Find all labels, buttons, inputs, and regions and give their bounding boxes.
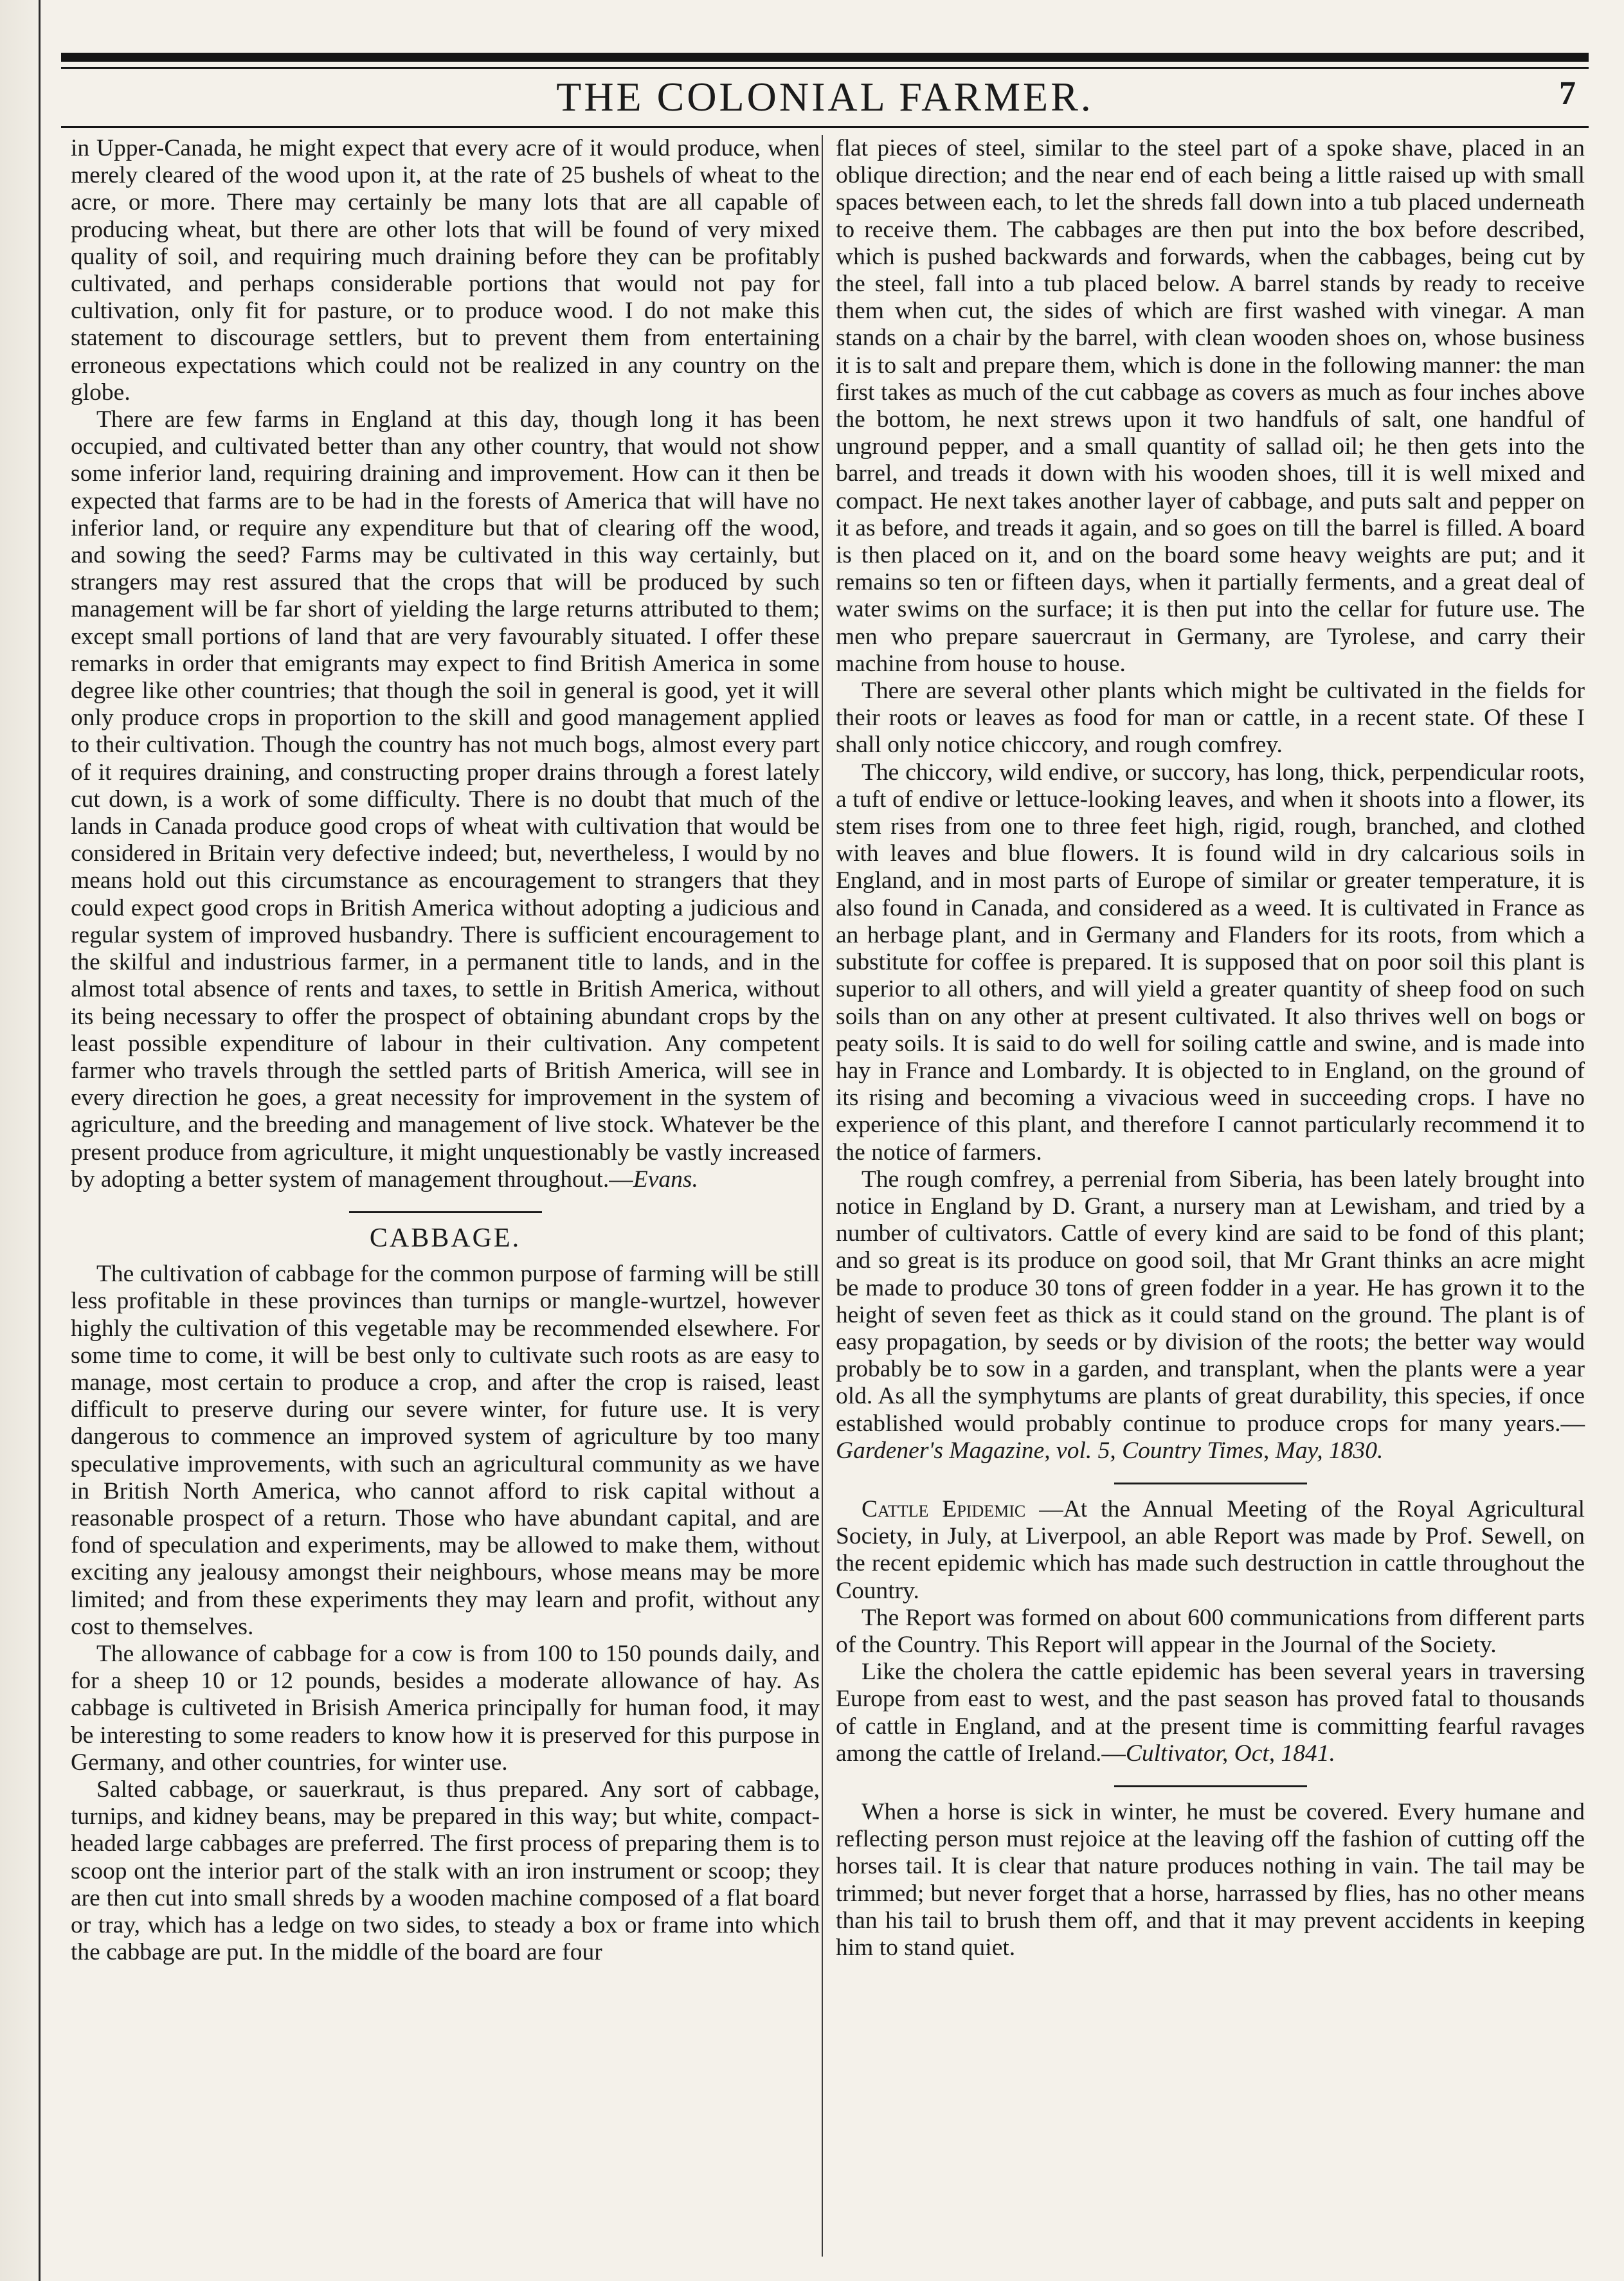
column-separator: [822, 135, 823, 2257]
paragraph-text: The rough comfrey, a perrenial from Siberia, has been lately brought into notice in England by D. Grant, a nursery man at Lewisham, and tried by a number of cultivators. Cattle of every kind are said to be fond of this plant; and so great is its produce on good soil, that Mr Grant thinks an acre might be made to produce 30 tons of green fodder in a year. He has grown it to the height of seven feet as thick as it could stand on the ground. The plant is of easy propagation, by seeds or by division of the roots; the better way would probably be to sow in a garden, and transplant, when the plants were a year old. As all the symphytums are plants of great durability, this species, if once established would probably continue to produce crops for many years.—: [836, 1166, 1585, 1437]
paragraph: The allowance of cabbage for a cow is from 100 to 150 pounds daily, and for a sheep 10 or 12 pounds, besides a moderate allowance of hay. As cabbage is cultiveted in Brisish America principally for human food, it may be interesting to some readers to know how it is preserved for this purpose in Germany, and other countries, for winter use.: [71, 1640, 820, 1776]
section-divider: [1114, 1483, 1307, 1484]
paragraph-text: There are few farms in England at this day, though long it has been occupied, and cultivated better than any other country, that would not show some inferior land, requiring draining and improvement. How can it then be expected that farms are to be had in the forests of America that will have no inferior land, or require any expenditure but that of clearing off the wood, and sowing the seed? Farms may be cultivated in this way certainly, but strangers may rest assured that the crops that will be produced by such management will be far short of yielding the large returns attributed to them; except small portions of land that are very favourably situated. I offer these remarks in order that emigrants may expect to find British America in some degree like other countries; that though the soil in general is good, yet it will only produce crops in proportion to the skill and good management applied to their cultivation. Though the country has not much bogs, almost every part of it requires draining, and constructing proper drains through a forest lately cut down, is a work of some difficulty. There is no doubt that much of the lands in Canada produce good crops of wheat with cultivation that would be considered in Britain very defective indeed; but, nevertheless, I would by no means hold out this circumstance as encouragement to strangers that they could expect good crops in British America without adopting a judicious and regular system of improved husbandry. There is sufficient encouragement to the skilful and industrious farmer, in a permanent title to lands, and in the almost total absence of rents and taxes, to settle in British America, without its being necessary to offer the prospect of obtaining abundant crops by the least possible expenditure of labour in their cultivation. Any competent farmer who travels through the settled parts of British America, will see in every direction he goes, a great necessity for improvement in the system of agriculture, and the breeding and management of live stock. Whatever be the present produce from agriculture, it might unquestionably be vastly increased by adopting a better system of management throughout.—: [71, 406, 820, 1193]
left-column: [71, 135, 820, 2269]
paragraph: The Report was formed on about 600 communications from different parts of the Country. This Report will appear in the Journal of the Society.: [836, 1604, 1585, 1658]
right-column: [836, 135, 1585, 2269]
masthead-thick-rule: [61, 53, 1589, 62]
paragraph: The cultivation of cabbage for the common purpose of farming will be still less profitable in these provinces than turnips or mangle-wurtzel, however highly the cultivation of this vegetable may be recommended elsewhere. For some time to come, it will be best only to cultivate such roots as are easy to manage, most certain to produce a crop, and after the crop is raised, least difficult to preserve during our severe winter, for future use. It is very dangerous to commence an improved system of agriculture by too many speculative improvements, with such an agricultural community as we have in British North America, who cannot afford to risk capital without a reasonable prospect of a return. Those who have abundant capital, and are fond of speculation and experiments, may be allowed to make them, without exciting any jealousy amongst their neighbours, whose means may be more limited; and from these experiments they may learn and profit, without any cost to themselves.: [71, 1261, 820, 1640]
paragraph: When a horse is sick in winter, he must be covered. Every humane and reflecting person must rejoice at the leaving off the fashion of cutting off the horses tail. It is clear that nature produces nothing in vain. The tail may be trimmed; but never forget that a horse, harrassed by flies, has no other means than his tail to brush them off, and that it may prevent accidents in keeping him to stand quiet.: [836, 1798, 1585, 1961]
paragraph: [71, 406, 820, 1193]
paragraph: There are several other plants which might be cultivated in the fields for their roots or leaves as food for man or cattle, in a recent state. Of these I shall only notice chiccory, and rough comfrey.: [836, 678, 1585, 759]
section-divider: [349, 1211, 542, 1213]
paragraph: [836, 1659, 1585, 1767]
masthead: [61, 69, 1589, 121]
paragraph: flat pieces of steel, similar to the steel part of a spoke shave, placed in an oblique direction; and the near end of each being a little raised up with small spaces between each, to let the shreds fall down into a tub placed underneath to receive them. The cabbages are then put into the box before described, which is pushed backwards and forwards, when the cabbages, being cut by the steel, fall into a tub placed below. A barrel stands by ready to receive them when cut, the sides of which are first washed with vinegar. A man stands on a chair by the barrel, with clean wooden shoes on, whose business it is to salt and prepare them, which is done in the following manner: the man first takes as much of the cut cabbage as covers as much as four inches above the bottom, he next strews upon it two handfuls of salt, one handful of unground pepper, and a small quantity of sallad oil; he then gets into the barrel, and treads it down with his wooden shoes, till it is well mixed and compact. He next takes another layer of cabbage, and puts salt and pepper on it as before, and treads it again, and so goes on till the barrel is filled. A board is then placed on it, and on the board some heavy weights are put; and it remains so ten or fifteen days, when it partially ferments, and a great deal of water swims on the surface; it is then put into the cellar for future use. The men who prepare sauercraut in Germany, are Tyrolese, and carry their machine from house to house.: [836, 135, 1585, 677]
adjacent-page-edge: [0, 0, 41, 2281]
attribution: Evans.: [633, 1166, 698, 1193]
attribution: Gardener's Magazine, vol. 5, Country Times, May, 1830.: [836, 1437, 1384, 1464]
paragraph-text: Like the cholera the cattle epidemic has been several years in traversing Europe from east to west, and the past season has proved fatal to thousands of cattle in England, and at the present time is committing fearful ravages among the cattle of Ireland.—: [836, 1659, 1585, 1767]
article-lead-in: Cattle Epidemic: [862, 1495, 1026, 1522]
paragraph: in Upper-Canada, he might expect that every acre of it would produce, when merely cleared of the wood upon it, at the rate of 25 bushels of wheat to the acre, or more. There may certainly be many lots that are all capable of producing wheat, but there are other lots that will be found of very mixed quality of soil, and requiring much draining before they can be profitably cultivated, and perhaps considerable portions that would not pay for cultivation, only fit for pasture, or to produce wood. I do not make this statement to discourage settlers, but to prevent them from entertaining erroneous expectations which could not be realized in any country on the globe.: [71, 135, 820, 406]
section-heading-cabbage: CABBAGE.: [369, 1223, 521, 1253]
masthead-under-rule: [61, 126, 1589, 128]
paragraph-text: —At the Annual Meeting of the Royal Agricultural Society, in July, at Liverpool, an able Report was made by Prof. Sewell, on the recent epidemic which has made such destruction in cattle throughout the Country.: [836, 1495, 1585, 1604]
masthead-title: THE COLONIAL FARMER.: [556, 74, 1094, 120]
attribution: Cultivator, Oct, 1841.: [1125, 1740, 1335, 1767]
masthead-thin-rule: [61, 67, 1589, 69]
paragraph: Salted cabbage, or sauerkraut, is thus prepared. Any sort of cabbage, turnips, and kidney beans, may be prepared in this way; but white, compact-headed large cabbages are preferred. The first process of preparing them is to scoop ont the interior part of the stalk with an iron instrument or scoop; they are then cut into small shreds by a wooden machine composed of a flat board or tray, which has a ledge on two sides, to steady a box or frame into which the cabbage are put. In the middle of the board are four: [71, 1776, 820, 1966]
paragraph: [836, 1166, 1585, 1465]
paragraph: The chiccory, wild endive, or succory, has long, thick, perpendicular roots, a tuft of endive or lettuce-looking leaves, and when it shoots into a flower, its stem rises from one to three feet high, rigid, rough, branched, and clothed with leaves and blue flowers. It is found wild in dry calcarious soils in England, and in most parts of Europe of similar or greater temperature, it is also found in Canada, and considered as a weed. It is cultivated in France as an herbage plant, and in Germany and Flanders for its roots, from which a substitute for coffee is prepared. It is supposed that on poor soil this plant is superior to all others, and will yield a greater quantity of sheep food on such soils than on any other at present cultivated. It also thrives well on bogs or peaty soils. It is said to do well for soiling cattle and swine, and is made into hay in France and Lombardy. It is objected to in England, on the ground of its rising and becoming a vivacious weed in succeeding crops. I have no experience of this plant, and therefore I cannot particularly recommend it to the notice of farmers.: [836, 759, 1585, 1166]
paragraph: [836, 1496, 1585, 1605]
section-divider: [1114, 1785, 1307, 1787]
page-number: 7: [1559, 75, 1576, 112]
